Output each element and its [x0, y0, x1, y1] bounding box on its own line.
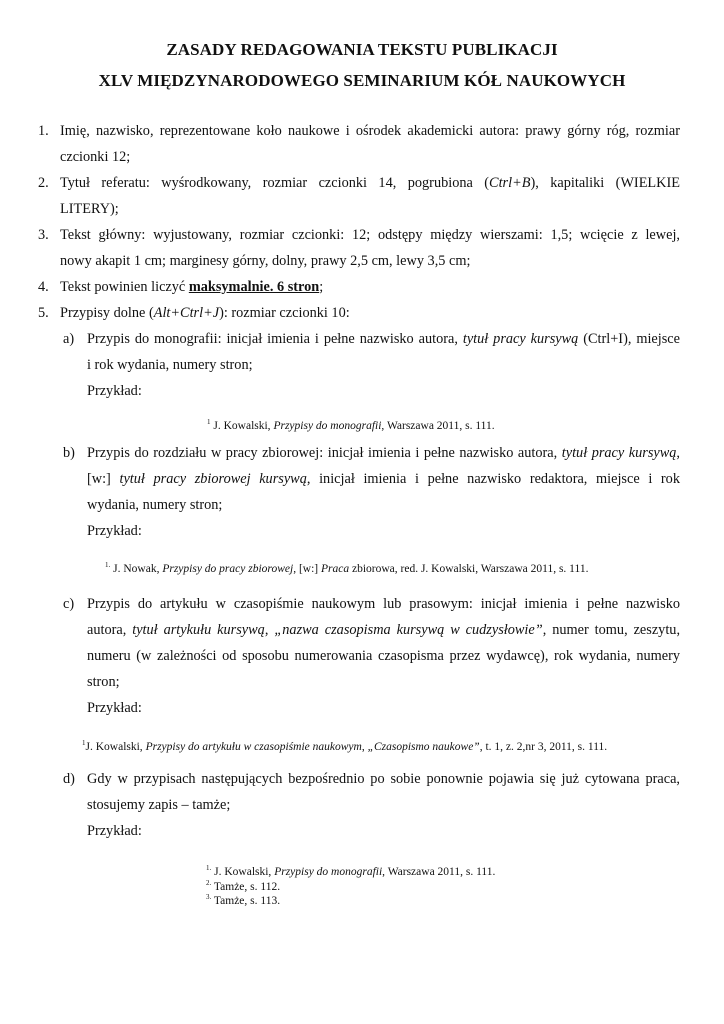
- footnote-number: 1: [82, 739, 86, 747]
- list-number: 4.: [38, 279, 49, 295]
- text-run: , inicjał imienia i pełne nazwisko redaktora, miejsce i rok: [306, 471, 680, 487]
- text-run: Tamże, s. 112.: [211, 881, 281, 893]
- list-text-line: wydania, numery stron;: [87, 497, 223, 513]
- shortcut-text: Ctrl+B: [489, 175, 531, 191]
- document-title-line-1: ZASADY REDAGOWANIA TEKSTU PUBLIKACJI: [166, 40, 558, 59]
- italic-text: tytuł pracy zbiorowej kursywą: [119, 471, 307, 487]
- list-text-line: czcionki 12;: [60, 149, 131, 165]
- italic-text: „nazwa czasopisma kursywą w cudzysłowie”: [274, 622, 543, 638]
- list-text-line: LITERY);: [60, 201, 119, 217]
- emphasis-text: maksymalnie. 6 stron: [188, 279, 320, 295]
- text-run: zbiorowa, red. J. Kowalski, Warszawa 2011, s. 111.: [349, 563, 589, 575]
- italic-text: tytuł artykułu kursywą: [132, 622, 265, 638]
- list-number: 1.: [38, 123, 49, 139]
- text-run: autora,: [87, 622, 133, 638]
- footnote-example: [82, 736, 607, 754]
- italic-text: tytuł pracy kursywą: [561, 445, 677, 461]
- list-text-line: numeru (w zależności od sposobu numerowania czasopisma przez wydawcę), rok wydania, numery: [87, 648, 680, 664]
- list-number: 2.: [38, 175, 49, 191]
- list-number: 5.: [38, 305, 49, 321]
- example-label: Przykład:: [87, 700, 142, 716]
- example-label: Przykład:: [87, 523, 142, 539]
- footnote-example: [207, 415, 495, 433]
- list-text-line: [87, 326, 680, 352]
- list-text-line: [87, 440, 680, 466]
- text-run: Tamże, s. 113.: [211, 895, 281, 907]
- sublist-letter: a): [63, 331, 75, 347]
- footnote-number: 2.: [206, 879, 212, 887]
- italic-text: Przypisy do artykułu w czasopiśmie naukowym: [145, 741, 362, 753]
- text-run: , numer tomu, zeszytu,: [542, 622, 681, 638]
- text-run: ;: [319, 279, 324, 295]
- text-run: (Ctrl+I), miejsce: [578, 331, 680, 347]
- document-title-line-2: XLV MIĘDZYNARODOWEGO SEMINARIUM KÓŁ NAUKOWYCH: [98, 71, 626, 90]
- text-run: Tytuł referatu: wyśrodkowany, rozmiar czcionki 14, pogrubiona (: [60, 175, 490, 191]
- footnote-number: 1.: [206, 864, 212, 872]
- text-run: [w:]: [87, 471, 120, 487]
- italic-text: Przypisy do monografii: [274, 866, 383, 878]
- shortcut-text: Alt+Ctrl+J: [153, 305, 220, 321]
- text-run: ,: [361, 741, 368, 753]
- list-text-line: [87, 466, 680, 492]
- list-text-line: [87, 617, 680, 643]
- italic-text: Praca: [320, 563, 350, 575]
- list-text-line: stron;: [87, 674, 120, 690]
- footnote-number: 3.: [206, 893, 212, 901]
- italic-text: tytuł pracy kursywą: [462, 331, 579, 347]
- list-text-line: stosujemy zapis – tamże;: [87, 797, 231, 813]
- list-text-line: [60, 300, 680, 326]
- text-run: J. Kowalski,: [85, 741, 146, 753]
- text-run: Przypisy dolne (: [60, 305, 154, 321]
- list-number: 3.: [38, 227, 49, 243]
- sublist-letter: d): [63, 771, 75, 787]
- sublist-letter: b): [63, 445, 75, 461]
- italic-text: „Czasopismo naukowe”: [367, 741, 480, 753]
- italic-text: Przypisy do monografii: [273, 420, 382, 432]
- text-run: J. Nowak,: [110, 563, 163, 575]
- list-text-line: [60, 170, 680, 196]
- list-text-line: Gdy w przypisach następujących bezpośrednio po sobie ponownie pojawia się już cytowana praca,: [87, 771, 680, 787]
- text-run: Tekst powinien liczyć: [60, 279, 189, 295]
- text-run: J. Kowalski,: [210, 420, 274, 432]
- list-text-line: Tekst główny: wyjustowany, rozmiar czcionki: 12; odstępy między wierszami: 1,5; wcięcie z lewej,: [60, 227, 680, 243]
- list-text-line: [60, 274, 680, 300]
- footnote-example: [105, 558, 588, 576]
- text-run: J. Kowalski,: [211, 866, 275, 878]
- text-run: Przypis do rozdziału w pracy zbiorowej: inicjał imienia i pełne nazwisko autora,: [87, 445, 562, 461]
- footnote-number: 1: [207, 418, 211, 426]
- text-run: , t. 1, z. 2,nr 3, 2011, s. 111.: [479, 741, 608, 753]
- text-run: ,: [676, 445, 680, 461]
- list-text-line: Przypis do artykułu w czasopiśmie naukowym lub prasowym: inicjał imienia i pełne nazwisko: [87, 596, 680, 612]
- list-text-line: nowy akapit 1 cm; marginesy górny, dolny, prawy 2,5 cm, lewy 3,5 cm;: [60, 253, 471, 269]
- text-run: , Warszawa 2011, s. 111.: [382, 866, 496, 878]
- footnote-number: 1.: [105, 561, 111, 569]
- list-text-line: Imię, nazwisko, reprezentowane koło naukowe i ośrodek akademicki autora: prawy górny róg, rozmiar: [60, 123, 680, 139]
- text-run: ), kapitaliki (WIELKIE: [530, 175, 680, 191]
- text-run: , Warszawa 2011, s. 111.: [381, 420, 495, 432]
- text-run: ,: [264, 622, 275, 638]
- text-run: , [w:]: [293, 563, 321, 575]
- example-label: Przykład:: [87, 383, 142, 399]
- example-label: Przykład:: [87, 823, 142, 839]
- footnote-example: [206, 890, 280, 908]
- italic-text: Przypisy do pracy zbiorowej: [162, 563, 294, 575]
- sublist-letter: c): [63, 596, 75, 612]
- text-run: ): rozmiar czcionki 10:: [219, 305, 350, 321]
- text-run: Przypis do monografii: inicjał imienia i pełne nazwisko autora,: [87, 331, 463, 347]
- list-text-line: i rok wydania, numery stron;: [87, 357, 253, 373]
